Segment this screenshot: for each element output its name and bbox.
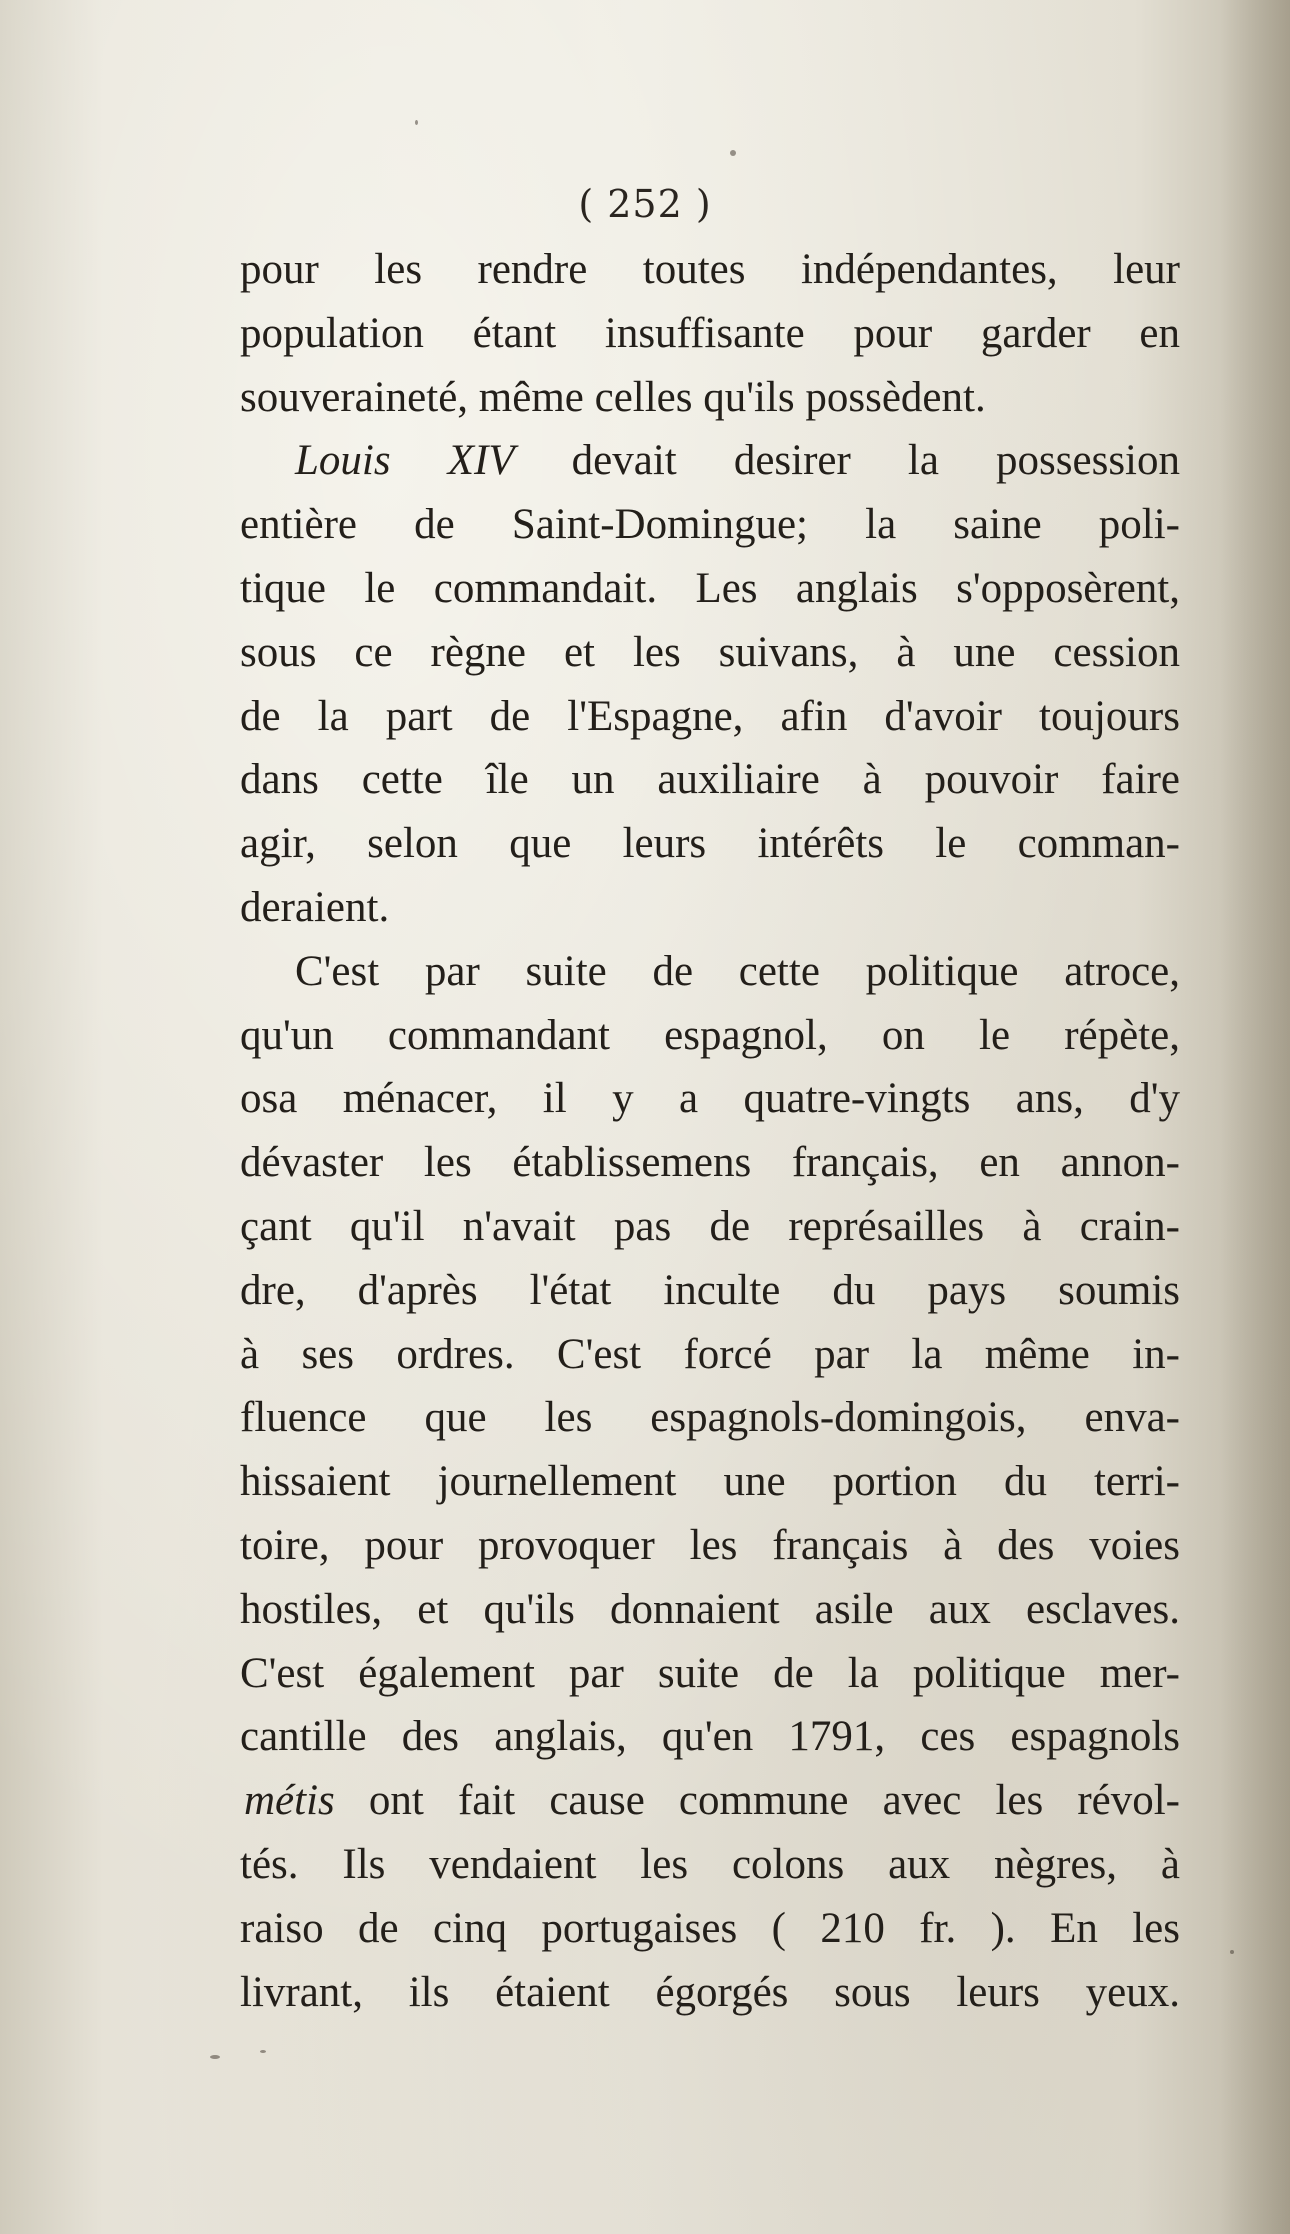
text-line: qu'un commandant espagnol, on le répète, [240, 1011, 1180, 1059]
text-line: dans cette île un auxiliaire à pouvoir faire [240, 756, 1180, 804]
text-line: cantille des anglais, qu'en 1791, ces espagnols [240, 1713, 1180, 1761]
ink-speck [260, 2050, 266, 2053]
text-line: toire, pour provoquer les français à des voies [240, 1521, 1180, 1569]
text-line: sous ce règne et les suivans, à une cession [240, 628, 1180, 676]
text-line: hostiles, et qu'ils donnaient asile aux esclaves. [240, 1585, 1180, 1633]
italic-louis-xiv: Louis XIV [295, 437, 515, 485]
text-line: pour les rendre toutes indépendantes, leur [240, 246, 1180, 293]
text-line [240, 1769, 1180, 1833]
text-fragment: devait desirer la possession [571, 437, 1181, 485]
text-line [240, 429, 1180, 493]
text-line: livrant, ils étaient égorgés sous leurs yeux. [240, 1968, 1180, 2016]
text-line: tés. Ils vendaient les colons aux nègres, à [240, 1840, 1180, 1888]
text-line: entière de Saint-Domingue; la saine poli- [240, 501, 1180, 549]
text-line: deraient. [240, 883, 390, 931]
text-line: raiso de cinq portugaises ( 210 fr. ). En les [240, 1904, 1180, 1952]
text-line: dévaster les établissemens français, en annon- [240, 1139, 1180, 1187]
ink-speck [730, 150, 736, 156]
page-edge-shadow [1220, 0, 1290, 2234]
text-line: tique le commandait. Les anglais s'opposèrent, [240, 564, 1180, 612]
ink-speck [415, 120, 418, 125]
italic-metis: métis [244, 1777, 335, 1825]
text-line: hissaient journellement une portion du terri- [240, 1458, 1180, 1506]
body-text [240, 238, 1180, 2024]
ink-speck [210, 2055, 220, 2059]
ink-speck [1230, 1950, 1234, 1954]
text-line: C'est également par suite de la politique mer- [240, 1649, 1180, 1697]
text-line: population étant insuffisante pour garder en [240, 309, 1180, 357]
text-fragment: ont fait cause commune avec les révol- [368, 1777, 1180, 1825]
page-number: ( 252 ) [578, 182, 712, 226]
text-line: çant qu'il n'avait pas de représailles à crain- [240, 1202, 1180, 1250]
text-line: souveraineté, même celles qu'ils possèdent. [240, 373, 986, 421]
text-line: à ses ordres. C'est forcé par la même in- [240, 1330, 1180, 1378]
text-line: de la part de l'Espagne, afin d'avoir toujours [240, 692, 1180, 740]
text-line: fluence que les espagnols-domingois, enva- [240, 1394, 1180, 1442]
text-line: dre, d'après l'état inculte du pays soumis [240, 1266, 1180, 1314]
text-line: C'est par suite de cette politique atroce, [295, 947, 1180, 995]
text-line: agir, selon que leurs intérêts le comman- [240, 820, 1180, 868]
text-line: osa ménacer, il y a quatre-vingts ans, d'y [240, 1075, 1180, 1123]
